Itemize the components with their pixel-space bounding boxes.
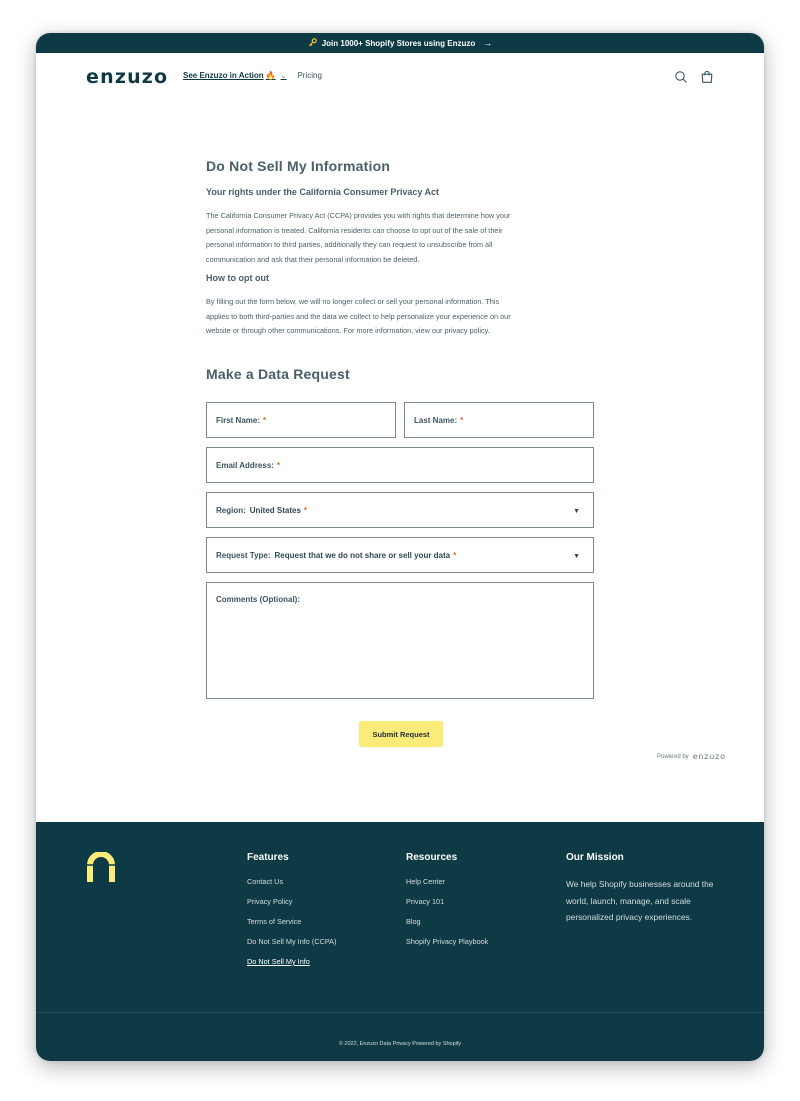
- region-select[interactable]: [206, 492, 594, 528]
- nav-see-in-action-label: See Enzuzo in Action: [183, 71, 264, 80]
- main-nav: [183, 71, 322, 80]
- announcement-bar[interactable]: [36, 33, 764, 53]
- footer-mission-text: We help Shopify businesses around the world, launch, manage, and scale personalized privacy experiences.: [566, 879, 714, 922]
- rights-paragraph: [206, 209, 591, 267]
- required-mark: *: [460, 415, 464, 425]
- enzuzo-mark-icon[interactable]: [86, 852, 116, 884]
- footer-link-dnsmi-ccpa[interactable]: Do Not Sell My Info (CCPA): [247, 937, 337, 946]
- optout-line: applies to both third-parties and the data we collect to help personalize your experience on our: [206, 311, 511, 321]
- required-mark: *: [303, 505, 308, 515]
- footer-divider: [36, 1012, 764, 1013]
- nav-see-in-action[interactable]: [183, 71, 286, 80]
- copyright: © 2022, Enzuzo Data Privacy Powered by Shopify: [338, 1041, 462, 1047]
- required-mark: *: [276, 460, 281, 470]
- optout-line: By filling out the form below, we will no longer collect or sell your personal information. This: [206, 297, 500, 306]
- optout-paragraph: [206, 295, 591, 339]
- comments-textarea[interactable]: [206, 582, 594, 699]
- footer-mission-heading: Our Mission: [566, 852, 624, 863]
- footer-features-heading: Features: [247, 852, 289, 863]
- rights-heading: Your rights under the California Consumer Privacy Act: [206, 187, 440, 197]
- email-label: Email Address:: [216, 460, 274, 470]
- powered-by-label: Powered by: [657, 753, 689, 760]
- browser-frame: [36, 33, 764, 1061]
- footer-link-contact-us[interactable]: Contact Us: [247, 877, 284, 886]
- footer-link-help-center[interactable]: Help Center: [406, 877, 445, 886]
- optout-line: website or through other communications. For more information, view our privacy policy.: [206, 326, 490, 335]
- footer-features: [247, 852, 336, 977]
- first-name-field[interactable]: [206, 402, 396, 438]
- chevron-down-icon: ⌄: [280, 72, 287, 80]
- powered-by[interactable]: [657, 752, 726, 761]
- region-label: Region:: [216, 505, 246, 515]
- optout-heading: How to opt out: [206, 273, 269, 283]
- footer-link-privacy-policy[interactable]: Privacy Policy: [247, 897, 293, 906]
- request-type-select[interactable]: [206, 537, 594, 573]
- footer-link-dnsmi[interactable]: Do Not Sell My Info: [247, 957, 310, 966]
- last-name-label: Last Name:: [414, 415, 458, 425]
- rights-line: The California Consumer Privacy Act (CCPA) provides you with rights that determine how your: [206, 211, 511, 220]
- first-name-label: First Name:: [216, 415, 261, 425]
- footer-link-terms[interactable]: Terms of Service: [247, 917, 302, 926]
- key-icon: [308, 38, 317, 49]
- email-field[interactable]: [206, 447, 594, 483]
- region-value: United States: [249, 505, 301, 515]
- footer-link-blog[interactable]: Blog: [406, 917, 421, 926]
- footer-resources: [406, 852, 488, 957]
- footer-link-playbook[interactable]: Shopify Privacy Playbook: [406, 937, 489, 946]
- search-icon[interactable]: [674, 70, 688, 84]
- page-title: Do Not Sell My Information: [206, 158, 391, 174]
- comments-label: Comments (Optional):: [216, 595, 300, 604]
- site-header: [36, 53, 764, 101]
- request-type-value: Request that we do not share or sell your data: [274, 550, 451, 560]
- dropdown-arrow-icon: ▼: [573, 553, 580, 560]
- required-mark: *: [263, 415, 267, 425]
- footer-mission: [566, 852, 721, 926]
- nav-pricing[interactable]: Pricing: [297, 71, 322, 80]
- submit-request-button[interactable]: Submit Request: [359, 721, 443, 747]
- cart-icon[interactable]: [700, 70, 714, 84]
- site-footer: [36, 822, 764, 1061]
- arrow-right-icon: →: [483, 38, 493, 48]
- last-name-field[interactable]: [404, 402, 594, 438]
- dropdown-arrow-icon: ▼: [573, 508, 580, 515]
- rights-line: personal information to third parties, additionally they can request to unsubscribe from all: [206, 240, 493, 249]
- footer-resources-heading: Resources: [406, 852, 458, 863]
- announcement-text[interactable]: Join 1000+ Shopify Stores using Enzuzo: [321, 38, 476, 48]
- rights-line: communication and ask that their personal information be deleted.: [206, 254, 420, 264]
- enzuzo-logo[interactable]: enzuzo: [86, 66, 169, 88]
- required-mark: *: [453, 550, 457, 560]
- form-heading: Make a Data Request: [206, 366, 350, 382]
- request-type-label: Request Type:: [216, 550, 271, 560]
- fire-icon: 🔥: [265, 71, 276, 80]
- rights-line: personal information is treated. California residents can choose to opt out of the sale of their: [206, 225, 503, 235]
- footer-link-privacy-101[interactable]: Privacy 101: [406, 897, 445, 906]
- powered-by-logo: enzuzo: [692, 752, 726, 761]
